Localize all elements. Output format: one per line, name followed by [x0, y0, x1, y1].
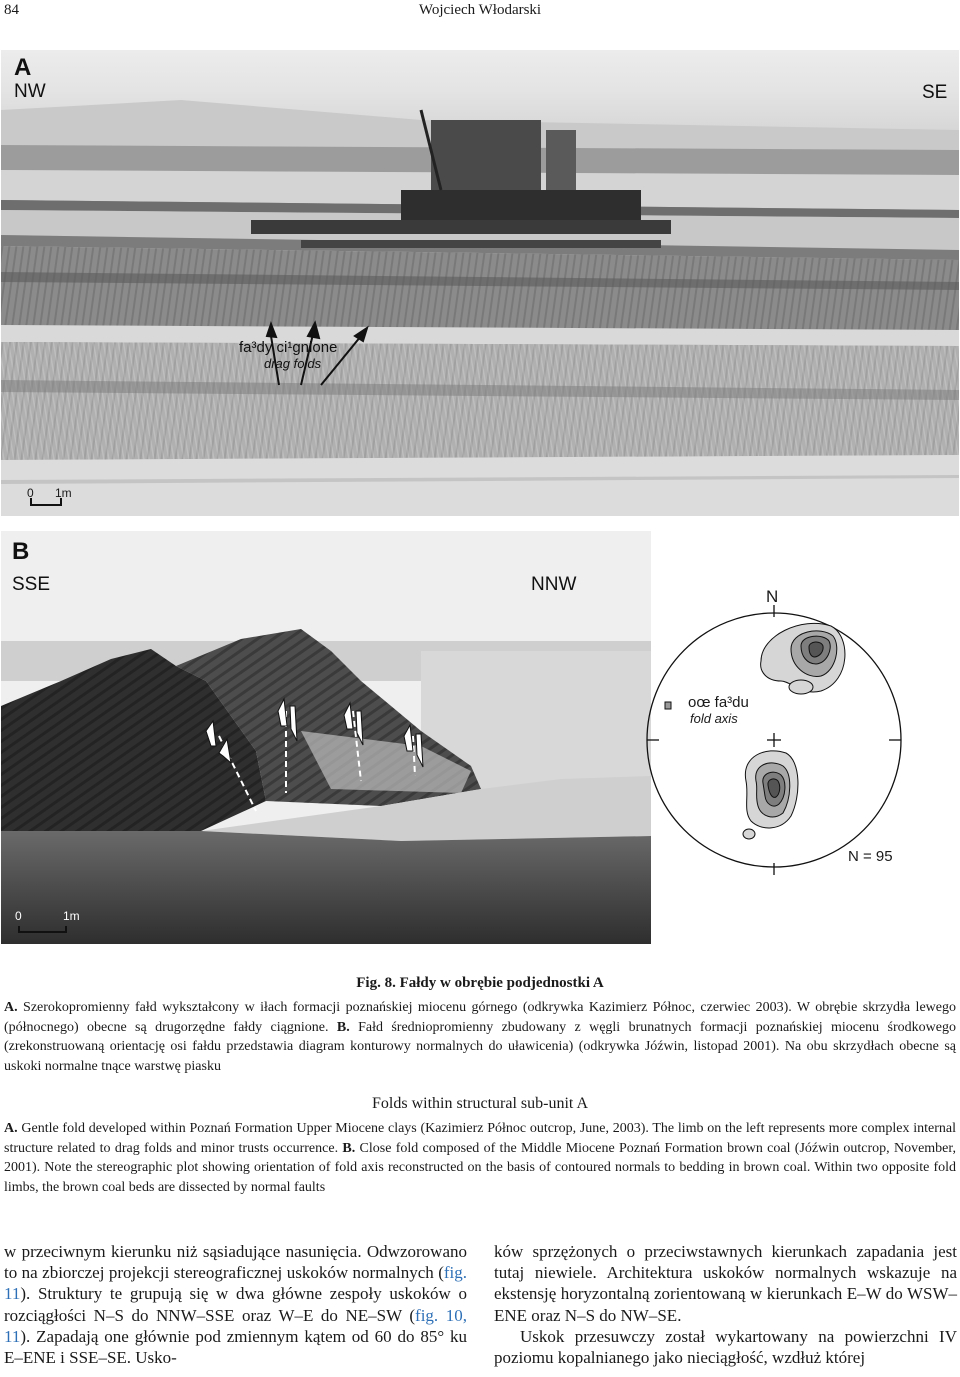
figure-a-photo [1, 50, 959, 516]
body-left-text-2: ). Struktury te grupują się w dwa główne zespoły uskoków o rozciągłości N–S do NNW–SSE oraz W–E do NE–SW ( [4, 1284, 467, 1325]
body-right-paragraph-2: Uskok przesuwczy został wykartowany na powierzchni IV poziomu kopalnianego jako nieciągłość, wzdłuż której [494, 1326, 957, 1368]
caption-pl-b-label: B. [336, 1019, 350, 1035]
figure-b-scale-unit: 1m [63, 909, 80, 923]
figure-a-direction-right: SE [922, 82, 948, 103]
figure-b-photo [1, 531, 959, 944]
body-column-left [4, 1241, 467, 1368]
drag-folds-label-pl: fa³dy ci¹gnione [239, 339, 338, 356]
figure-a-scale-zero: 0 [27, 486, 34, 500]
figure-a-direction-left: NW [14, 81, 46, 102]
body-left-text-3: ). Zapadają one głównie pod zmiennym kątem od 60 do 85° ku E–ENE i SSE–SE. Usko- [4, 1326, 467, 1368]
body-left-text-1: w przeciwnym kierunku niż sąsiadujące nasunięcia. Odwzorowano to na zbiorczej projekcji stereograficznej uskoków normalnych ( [4, 1242, 467, 1283]
body-right-paragraph-1: ków sprzężonych o przeciwstawnych kierunkach zapadania jest tutaj niewiele. Architektura uskoków normalnych wskazuje na ekstensję horyzontalną zorientowaną w kierunkach E–W do WSW–ENE oraz N–S do NW–SE. [494, 1242, 957, 1325]
caption-pl-a-text: Szerokopromienny fałd wykształcony w iłach formacji poznańskiej miocenu górnego (odkrywka Kazimierz Północ, czerwiec 2003). W obrębie skrzydła lewego (północnego) obecne są drugorzędne fałdy ciągnione. [4, 1000, 956, 1035]
stereonet-count: N = 95 [848, 848, 893, 865]
figure-caption-title: Fig. 8. Fałdy w obrębie podjednostki A [356, 975, 604, 991]
caption-polish [4, 998, 956, 1076]
figure-a-panel-label: A [14, 54, 32, 81]
running-head: Wojciech Włodarski [418, 2, 542, 18]
caption-pl-b-text: Fałd średniopromienny zbudowany z węgli brunatnych formacji poznańskiej miocenu środkowego (zrekonstruowaną orientację osi fałdu przedstawia diagram konturowy normalnych do uławicenia) (odkrywka Jóźwin, listopad 2001). Na obu skrzydłach obecne są uskoki normalne tnące warstwę piasku [4, 1019, 956, 1074]
fold-axis-label-en: fold axis [690, 711, 738, 726]
drag-folds-label-en: drag folds [264, 356, 322, 371]
figure-b-direction-left: SSE [12, 574, 51, 595]
figure-reference-link[interactable]: fig. 11 [4, 1263, 467, 1304]
figure-b-scale-zero: 0 [15, 909, 22, 923]
page-number: 84 [4, 2, 19, 18]
caption-english [4, 1119, 956, 1197]
coal-fold-illustration [1, 531, 959, 944]
body-column-right [494, 1241, 957, 1368]
fold-axis-label-pl: oœ fa³du [688, 694, 749, 711]
quarry-scene-illustration [1, 50, 959, 516]
caption-en-a-text: Gentle fold developed within Poznań Formation Upper Miocene clays (Kazimierz Północ outcrop, June, 2003). The limb on the left represents more complex internal structure related to drag folds and minor trusts occurrence. [4, 1121, 956, 1156]
caption-pl-a-label: A. [4, 1000, 18, 1015]
caption-en-a-label: A. [4, 1121, 18, 1136]
caption-english-title: Folds within structural sub-unit A [372, 1095, 588, 1112]
figure-b-direction-right: NNW [531, 574, 577, 595]
stereonet-north-label: N [766, 587, 779, 606]
figure-a-scale-unit: 1m [55, 486, 72, 500]
fold-axis-legend-marker [665, 702, 671, 709]
figure-reference-link[interactable]: fig. 10, 11 [4, 1305, 467, 1346]
figure-b-panel-label: B [12, 538, 30, 565]
caption-en-b-text: Close fold composed of the Middle Miocene Poznań Formation brown coal (Jóźwin outcrop, November, 2001). Note the stereographic plot showing orientation of fold axis reconstructed on the basis of contoured normals to bedding in brown coal. Within two opposite fold limbs, the brown coal beds are dissected by normal faults [4, 1140, 956, 1195]
caption-en-b-label: B. [342, 1140, 356, 1156]
